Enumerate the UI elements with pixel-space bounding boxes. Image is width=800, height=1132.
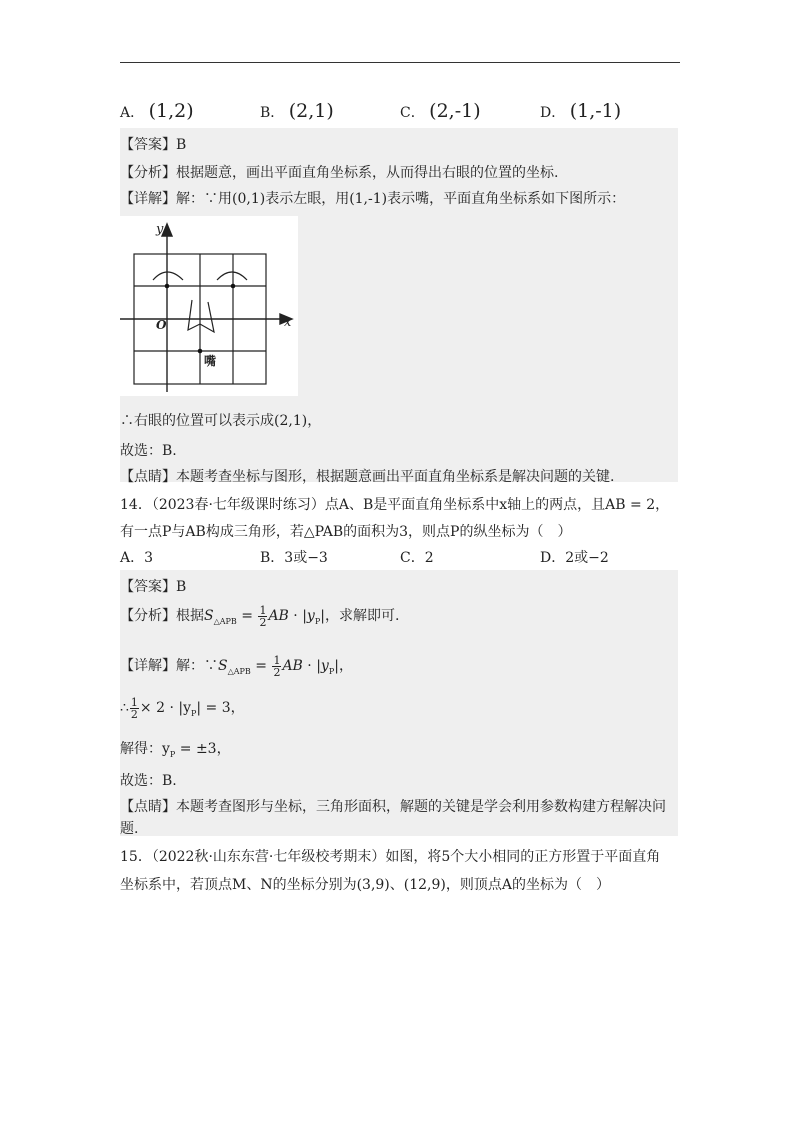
- q14-step3-line: 解得：$y_P = \pm 3$，: [120, 741, 231, 759]
- q14-comment-line-2: 题.: [120, 821, 139, 837]
- q14-analysis-line: 【分析】根据$S_{\triangle APB}$ = $\frac{1}{2}$ AB · $|y_P|$，求解即可.: [120, 603, 400, 629]
- q14-option-c: C．2: [400, 550, 434, 566]
- q14-stem-2: 有一点P与AB构成三角形，若△PAB的面积为3，则点P的纵坐标为（ ）: [120, 524, 572, 540]
- q14-step2-line: ∴ $\frac{1}{2}$ × $2 \cdot |y_P| = 3$，: [120, 695, 245, 721]
- q14-comment-line-1: 【点睛】本题考查图形与坐标，三角形面积，解题的关键是学会利用参数构建方程解决问: [120, 799, 666, 815]
- answer-line: 【答案】B: [120, 137, 187, 153]
- q14-option-d: D．2或−2: [540, 550, 609, 566]
- q14-option-a: A．3: [120, 550, 154, 566]
- q14-answer-line: 【答案】B: [120, 579, 187, 595]
- mouth-label: 嘴: [204, 354, 217, 368]
- conclusion-line: ∴右眼的位置可以表示成(2,1)，: [120, 413, 322, 429]
- q14-option-b: B．3或−3: [260, 550, 328, 566]
- q14-options: [120, 547, 680, 571]
- header-rule: [120, 62, 680, 63]
- coordinate-figure: [120, 216, 298, 396]
- q15-stem-2: 坐标系中，若顶点M、N的坐标分别为(3,9)、(12,9)，则顶点A的坐标为（ ）: [120, 877, 610, 893]
- option-c: C． (2,-1): [400, 100, 481, 122]
- detail-line: 【详解】解：∵用(0,1)表示左眼，用(1,-1)表示嘴，平面直角坐标系如下图所示：: [120, 191, 626, 207]
- q14-detail-line: 【详解】解：$\because S_{\triangle APB}$ = $\frac{1}{2}$ AB · $|y_P|$，: [120, 653, 353, 679]
- option-d: D． (1,-1): [540, 100, 622, 122]
- q14-stem-1: 14．（2023春·七年级课时练习）点A、B是平面直角坐标系中x轴上的两点，且AB = 2，: [120, 497, 670, 513]
- origin-label: O: [156, 318, 167, 332]
- y-axis-label: y: [156, 222, 164, 237]
- q15-stem-1: 15．（2022秋·山东东营·七年级校考期末）如图，将5个大小相同的正方形置于平面直角: [120, 849, 661, 865]
- option-b: B． (2,1): [260, 100, 334, 122]
- x-axis-label: x: [284, 315, 292, 330]
- q14-choose-line: 故选：B.: [120, 773, 177, 789]
- choose-line: 故选：B.: [120, 443, 177, 459]
- comment-line: 【点睛】本题考查坐标与图形，根据题意画出平面直角坐标系是解决问题的关键.: [120, 469, 615, 485]
- prev-options: [120, 100, 680, 124]
- option-a: A． (1,2): [120, 100, 194, 122]
- face-grid-svg: [120, 216, 298, 396]
- analysis-line: 【分析】根据题意，画出平面直角坐标系，从而得出右眼的位置的坐标.: [120, 165, 559, 181]
